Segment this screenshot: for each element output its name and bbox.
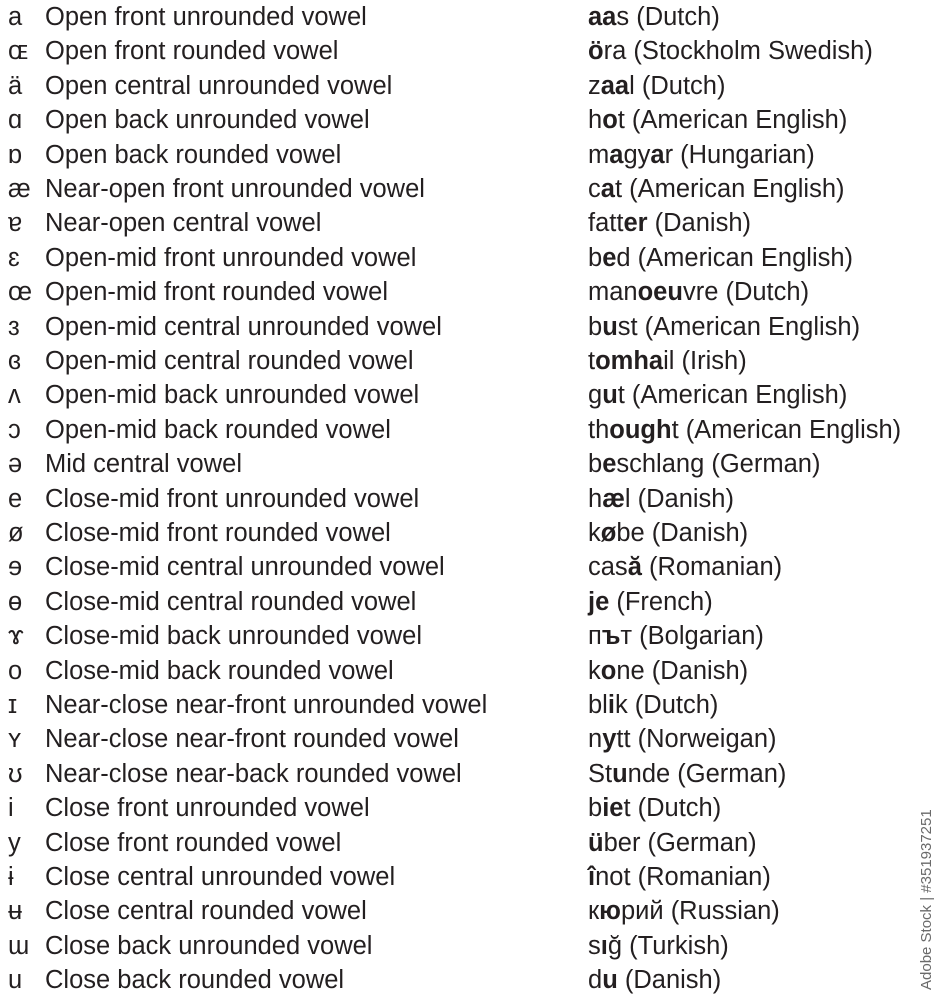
- example-word: [588, 722, 777, 756]
- example-text: tt (Norweigan): [616, 725, 777, 754]
- watermark: Adobe Stock | #351937251: [918, 809, 935, 990]
- example-highlight: a: [650, 140, 665, 169]
- vowel-row: [0, 516, 900, 550]
- example-text: not (Romanian): [595, 863, 771, 891]
- vowel-row: [0, 0, 900, 34]
- vowel-description: Open central unrounded vowel: [45, 71, 393, 100]
- example-text: b: [588, 450, 603, 479]
- vowel-description: Open-mid central unrounded vowel: [45, 312, 442, 341]
- ipa-symbol: ɑ: [8, 106, 23, 135]
- example-text: c: [588, 175, 601, 203]
- ipa-symbol: ɘ: [8, 553, 23, 582]
- ipa-symbol: ɶ: [8, 37, 29, 66]
- ipa-symbol: y: [8, 828, 21, 857]
- example-word: [588, 929, 729, 963]
- example-highlight: u: [602, 966, 618, 995]
- ipa-symbol: ɪ: [8, 691, 18, 719]
- example-highlight: o: [600, 656, 617, 685]
- example-text: th: [588, 415, 610, 444]
- example-text: (Romanian): [641, 553, 783, 582]
- example-text: St: [588, 759, 613, 788]
- example-highlight: ø: [600, 519, 617, 547]
- ipa-symbol: o: [8, 656, 23, 685]
- example-text: т (Bolgarian): [620, 622, 764, 651]
- vowel-description: Near-close near-front unrounded vowel: [45, 691, 488, 719]
- vowel-description: Open-mid front rounded vowel: [45, 278, 389, 307]
- vowel-description: Close central rounded vowel: [45, 897, 367, 926]
- example-text: t (American English): [617, 106, 848, 135]
- ipa-symbol: ʌ: [8, 381, 21, 410]
- vowel-row: [0, 447, 900, 481]
- example-word: [588, 447, 820, 481]
- example-word: [588, 585, 713, 619]
- example-text: t (American English): [614, 175, 845, 203]
- vowel-row: [0, 275, 900, 309]
- example-highlight: ie: [602, 794, 624, 823]
- vowel-row: [0, 722, 900, 756]
- example-highlight: e: [602, 243, 617, 272]
- example-word: [588, 206, 751, 240]
- vowel-description: Open back unrounded vowel: [45, 106, 370, 135]
- example-text: bl: [588, 691, 608, 719]
- ipa-symbol: a: [8, 3, 23, 31]
- example-word: [588, 894, 780, 928]
- example-word: [588, 482, 734, 516]
- example-text: nde (German): [627, 759, 787, 788]
- ipa-symbol: ɨ: [8, 863, 14, 891]
- vowel-row: [0, 826, 900, 860]
- ipa-symbol: ɒ: [8, 140, 23, 169]
- vowel-description: Open-mid central rounded vowel: [45, 347, 414, 375]
- example-highlight: ı: [600, 931, 608, 960]
- example-highlight: o: [602, 106, 618, 135]
- example-word: [588, 757, 786, 791]
- example-highlight: ü: [588, 828, 604, 857]
- example-word: [588, 550, 782, 584]
- vowel-description: Mid central vowel: [45, 450, 242, 479]
- example-highlight: omha: [595, 347, 664, 375]
- vowel-row: [0, 894, 900, 928]
- example-text: (Danish): [647, 209, 751, 238]
- vowel-row: [0, 241, 900, 275]
- example-word: [588, 619, 764, 653]
- example-text: t (Dutch): [623, 794, 722, 823]
- vowel-description: Near-open front unrounded vowel: [45, 175, 425, 203]
- example-text: рий (Russian): [620, 897, 780, 926]
- vowel-row: [0, 206, 900, 240]
- ipa-symbol: ʏ: [8, 725, 22, 754]
- vowel-description: Open-mid back unrounded vowel: [45, 381, 420, 410]
- vowel-description: Close back rounded vowel: [45, 966, 345, 995]
- vowel-row: [0, 413, 900, 447]
- ipa-symbol: ɔ: [8, 415, 21, 444]
- vowel-description: Open front unrounded vowel: [45, 3, 367, 31]
- example-text: cas: [588, 553, 628, 582]
- example-text: ğ (Turkish): [607, 931, 729, 960]
- example-word: [588, 69, 725, 103]
- example-text: g: [588, 381, 603, 410]
- example-highlight: aa: [588, 3, 617, 31]
- example-text: (Danish): [617, 966, 722, 995]
- example-word: [588, 0, 720, 34]
- vowel-description: Near-close near-front rounded vowel: [45, 725, 459, 754]
- example-word: [588, 344, 747, 378]
- vowel-row: [0, 688, 900, 722]
- example-text: man: [588, 278, 638, 307]
- vowel-description: Open back rounded vowel: [45, 140, 342, 169]
- example-text: fatt: [588, 209, 624, 238]
- example-text: m: [588, 140, 610, 169]
- ipa-symbol: ɛ: [8, 243, 20, 272]
- example-text: st (American English): [617, 312, 861, 341]
- vowel-row: [0, 482, 900, 516]
- vowel-row: [0, 34, 900, 68]
- vowel-description: Open-mid front unrounded vowel: [45, 243, 417, 272]
- vowel-description: Close central unrounded vowel: [45, 863, 396, 891]
- example-text: t (American English): [617, 381, 848, 410]
- example-word: [588, 241, 853, 275]
- vowel-row: [0, 172, 900, 206]
- example-text: gy: [623, 140, 651, 169]
- vowel-description: Close-mid central rounded vowel: [45, 587, 417, 616]
- example-word: [588, 138, 815, 172]
- example-highlight: a: [609, 140, 624, 169]
- vowel-row: [0, 550, 900, 584]
- vowel-description: Open front rounded vowel: [45, 37, 339, 66]
- vowel-row: [0, 929, 900, 963]
- example-text: s (Dutch): [616, 3, 720, 31]
- example-text: k: [588, 519, 601, 547]
- vowel-row: [0, 69, 900, 103]
- ipa-symbol: æ: [8, 175, 31, 203]
- example-word: [588, 413, 901, 447]
- ipa-symbol: ɯ: [8, 931, 30, 960]
- example-text: (French): [609, 587, 713, 616]
- example-word: [588, 826, 757, 860]
- vowel-row: [0, 138, 900, 172]
- vowel-row: [0, 963, 900, 997]
- example-highlight: er: [623, 209, 648, 238]
- vowel-row: [0, 654, 900, 688]
- vowel-row: [0, 619, 900, 653]
- vowel-description: Near-close near-back rounded vowel: [45, 759, 462, 788]
- example-text: t: [588, 347, 596, 375]
- example-text: l (Danish): [624, 484, 734, 513]
- vowel-description: Close back unrounded vowel: [45, 931, 373, 960]
- example-highlight: a: [600, 175, 615, 203]
- example-text: ne (Danish): [616, 656, 749, 685]
- example-text: ber (German): [603, 828, 757, 857]
- example-highlight: u: [602, 312, 618, 341]
- example-word: [588, 310, 860, 344]
- example-highlight: u: [602, 381, 618, 410]
- example-word: [588, 860, 771, 894]
- vowel-row: [0, 344, 900, 378]
- example-highlight: î: [588, 863, 596, 891]
- ipa-symbol: ɤ: [8, 622, 24, 651]
- example-highlight: i: [607, 691, 615, 719]
- ipa-symbol: i: [8, 794, 14, 823]
- vowel-description: Close front rounded vowel: [45, 828, 342, 857]
- example-highlight: ö: [588, 37, 604, 66]
- ipa-symbol: ä: [8, 71, 23, 100]
- example-word: [588, 791, 721, 825]
- ipa-symbol: ʊ: [8, 759, 23, 788]
- example-highlight: ъ: [601, 622, 621, 651]
- example-word: [588, 275, 809, 309]
- vowel-description: Close front unrounded vowel: [45, 794, 370, 823]
- example-word: [588, 688, 718, 722]
- ipa-symbol: ɵ: [8, 587, 23, 616]
- example-text: b: [588, 312, 603, 341]
- example-highlight: u: [612, 759, 628, 788]
- ipa-symbol: œ: [8, 278, 33, 307]
- vowel-row: [0, 791, 900, 825]
- example-text: h: [588, 484, 603, 513]
- vowel-description: Close-mid back unrounded vowel: [45, 622, 423, 651]
- vowel-description: Close-mid back rounded vowel: [45, 656, 394, 685]
- example-text: s: [588, 931, 601, 960]
- ipa-symbol: ɜ: [8, 312, 20, 341]
- ipa-symbol: ø: [8, 519, 24, 547]
- example-text: vre (Dutch): [682, 278, 810, 307]
- example-highlight: je: [588, 587, 610, 616]
- example-highlight: ough: [609, 415, 672, 444]
- example-text: n: [588, 725, 603, 754]
- example-text: r (Hungarian): [664, 140, 815, 169]
- example-text: ra (Stockholm Swedish): [603, 37, 873, 66]
- vowel-description: Close-mid front rounded vowel: [45, 519, 391, 547]
- example-highlight: y: [602, 725, 617, 754]
- vowel-description: Near-open central vowel: [45, 209, 322, 238]
- vowel-row: [0, 378, 900, 412]
- ipa-symbol: ɐ: [8, 209, 23, 238]
- example-text: b: [588, 794, 603, 823]
- example-word: [588, 378, 847, 412]
- example-text: b: [588, 243, 603, 272]
- example-word: [588, 516, 748, 550]
- vowel-description: Close-mid central unrounded vowel: [45, 553, 445, 582]
- vowel-row: [0, 310, 900, 344]
- example-highlight: ă: [627, 553, 642, 582]
- example-highlight: aa: [600, 71, 630, 100]
- example-highlight: æ: [602, 484, 625, 513]
- example-text: l (Dutch): [629, 71, 726, 100]
- vowel-row: [0, 103, 900, 137]
- ipa-symbol: ʉ: [8, 897, 23, 926]
- example-highlight: e: [602, 450, 617, 479]
- example-text: be (Danish): [616, 519, 749, 547]
- ipa-symbol: e: [8, 484, 23, 513]
- example-text: к: [588, 897, 600, 926]
- example-text: k: [588, 656, 601, 685]
- example-text: h: [588, 106, 603, 135]
- ipa-symbol: ə: [8, 450, 23, 479]
- example-text: d: [588, 966, 603, 995]
- vowel-description: Close-mid front unrounded vowel: [45, 484, 420, 513]
- ipa-symbol: u: [8, 966, 23, 995]
- example-word: [588, 172, 845, 206]
- vowel-description: Open-mid back rounded vowel: [45, 415, 391, 444]
- example-word: [588, 34, 873, 68]
- example-text: z: [588, 71, 601, 100]
- vowel-row: [0, 757, 900, 791]
- vowel-row: [0, 585, 900, 619]
- example-highlight: ю: [599, 897, 621, 926]
- example-text: il (Irish): [663, 347, 747, 375]
- ipa-symbol: ɞ: [8, 347, 21, 375]
- example-word: [588, 963, 721, 997]
- example-text: t (American English): [671, 415, 902, 444]
- example-text: п: [588, 622, 602, 651]
- vowel-row: [0, 860, 900, 894]
- example-word: [588, 654, 748, 688]
- example-text: d (American English): [616, 243, 854, 272]
- example-word: [588, 103, 847, 137]
- example-highlight: oeu: [637, 278, 683, 307]
- example-text: k (Dutch): [614, 691, 719, 719]
- example-text: schlang (German): [616, 450, 821, 479]
